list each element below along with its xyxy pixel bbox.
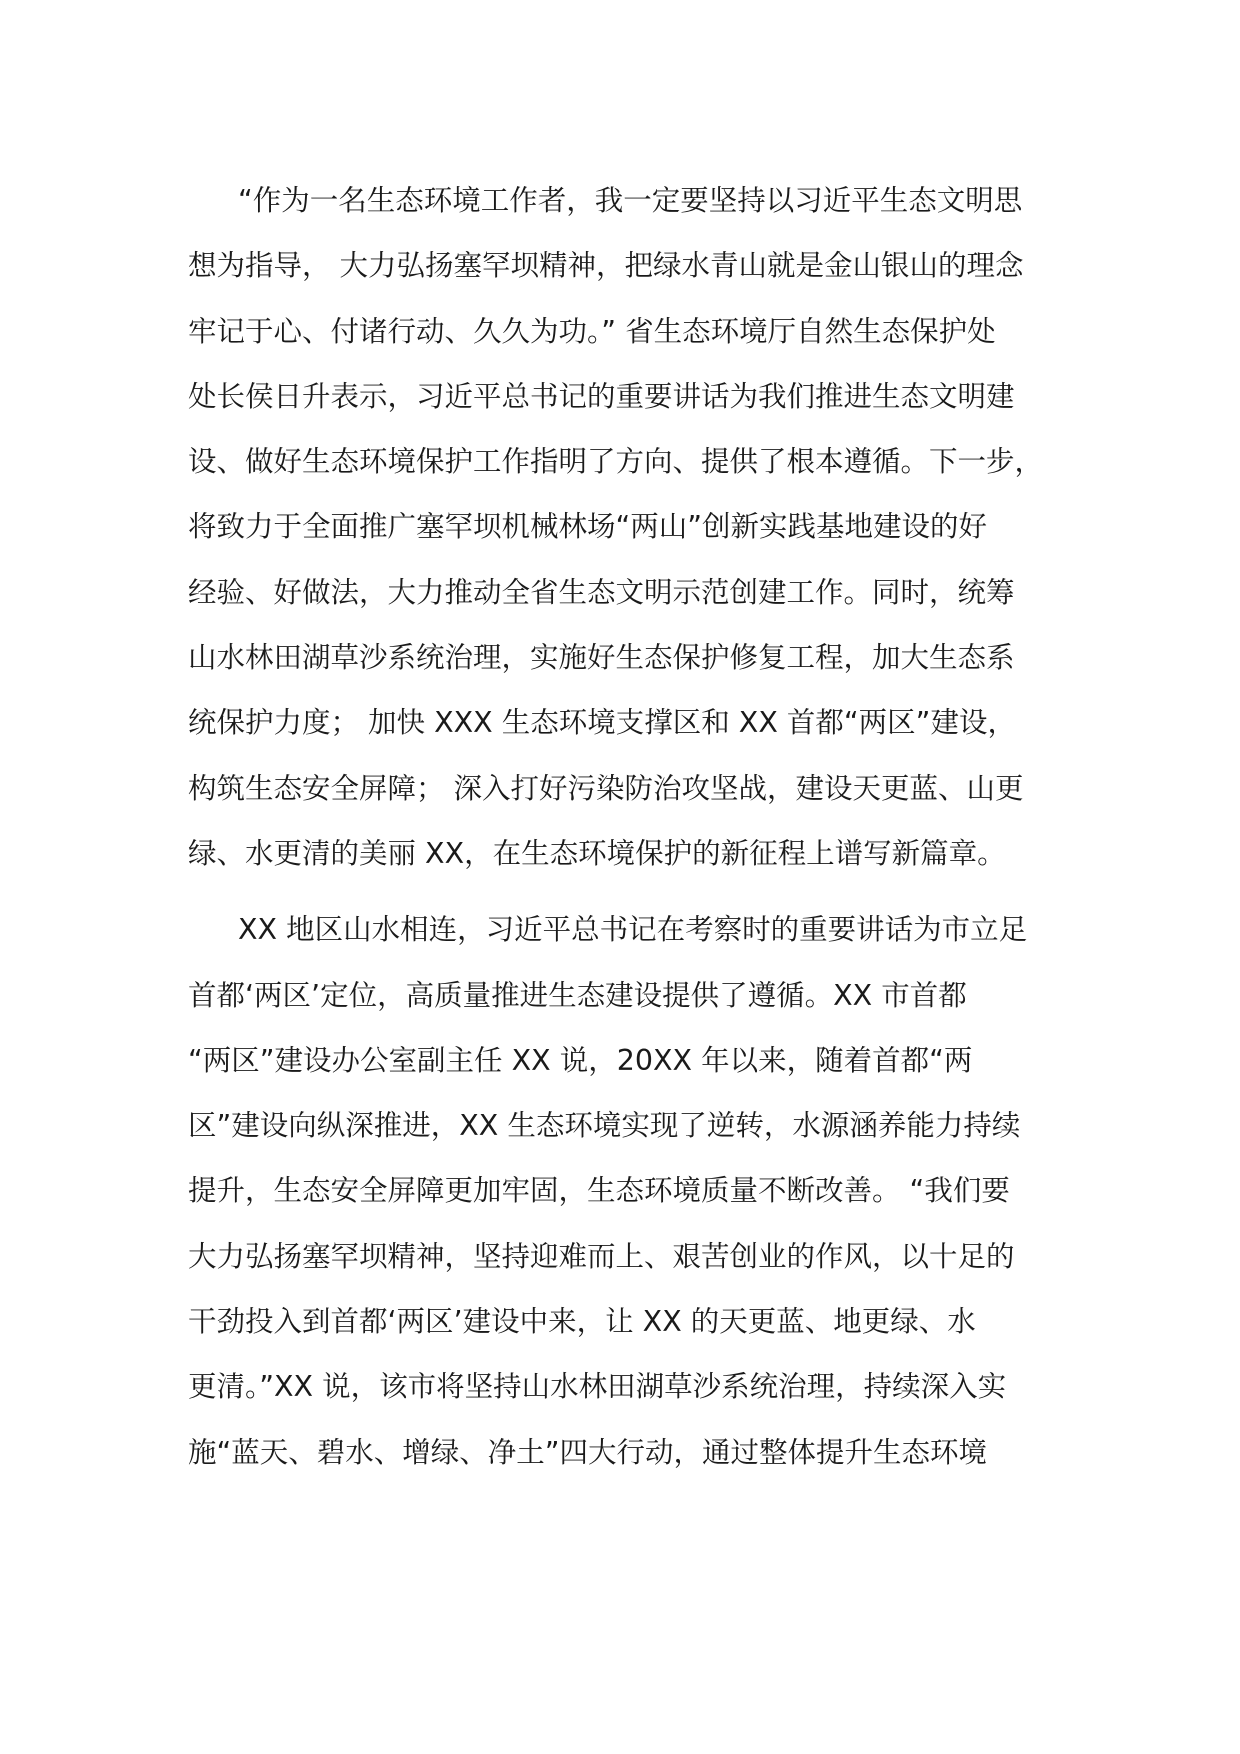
paragraph-line: 干劲投入到首都‘两区’建设中来，让 XX 的天更蓝、地更绿、水: [188, 1305, 976, 1339]
paragraph-line: 设、做好生态环境保护工作指明了方向、提供了根本遵循。下一步，: [188, 445, 1044, 479]
paragraph-line: 更清。”XX 说，该市将坚持山水林田湖草沙系统治理，持续深入实: [188, 1370, 1007, 1404]
paragraph-line: XX 地区山水相连，习近平总书记在考察时的重要讲话为市立足: [238, 913, 1028, 947]
paragraph-line: 区”建设向纵深推进，XX 生态环境实现了逆转，水源涵养能力持续: [188, 1109, 1021, 1143]
paragraph-line: 处长侯日升表示，习近平总书记的重要讲话为我们推进生态文明建: [188, 379, 1015, 413]
paragraph-line: 大力弘扬塞罕坝精神，坚持迎难而上、艰苦创业的作风，以十足的: [188, 1239, 1015, 1273]
paragraph-line: 山水林田湖草沙系统治理，实施好生态保护修复工程，加大生态系: [188, 641, 1015, 675]
paragraph-line: 提升，生态安全屏障更加牢固，生态环境质量不断改善。 “我们要: [188, 1174, 1010, 1208]
paragraph-line: 绿、水更清的美丽 XX，在生态环境保护的新征程上谱写新篇章。: [188, 836, 1006, 870]
paragraph-line: 构筑生态安全屏障； 深入打好污染防治攻坚战，建设天更蓝、山更: [188, 771, 1024, 805]
paragraph-1: [188, 168, 1056, 886]
paragraph-line: 牢记于心、付诸行动、久久为功。” 省生态环境厅自然生态保护处: [188, 314, 996, 348]
paragraph-line: “作为一名生态环境工作者，我一定要坚持以习近平生态文明思: [238, 184, 1023, 217]
paragraph-line: 统保护力度； 加快 XXX 生态环境支撑区和 XX 首都“两区”建设，: [188, 706, 1016, 740]
document-body: [188, 168, 1056, 1485]
paragraph-line: 想为指导， 大力弘扬塞罕坝精神，把绿水青山就是金山银山的理念: [188, 249, 1024, 283]
paragraph-line: 将致力于全面推广塞罕坝机械林场“两山”创新实践基地建设的好: [188, 510, 988, 544]
paragraph-line: “两区”建设办公室副主任 XX 说，20XX 年以来，随着首都“两: [188, 1043, 973, 1077]
paragraph-2: [188, 897, 1056, 1485]
paragraph-line: 施“蓝天、碧水、增绿、净土”四大行动，通过整体提升生态环境: [188, 1435, 988, 1469]
paragraph-line: 首都‘两区’定位，高质量推进生态建设提供了遵循。XX 市首都: [188, 978, 967, 1012]
paragraph-line: 经验、好做法，大力推动全省生态文明示范创建工作。同时，统筹: [188, 575, 1015, 609]
